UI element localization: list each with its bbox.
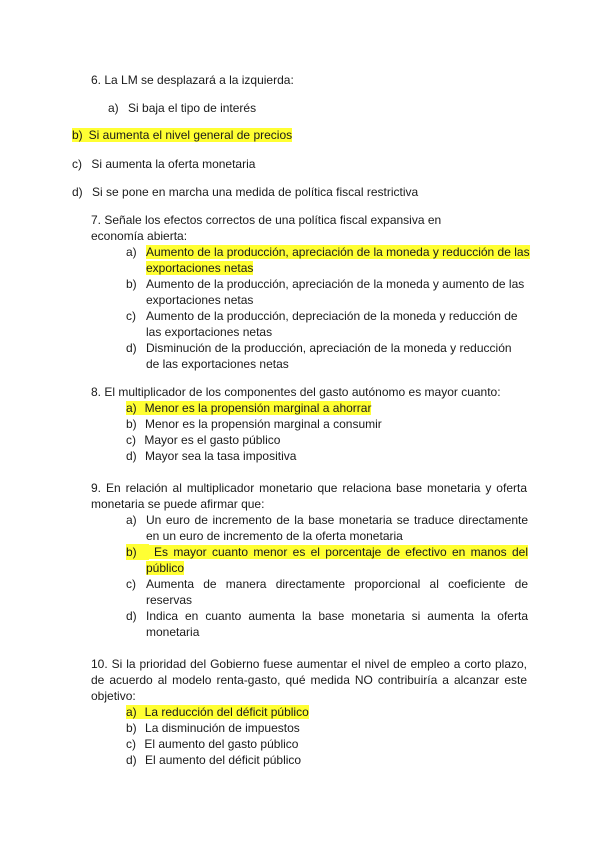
option-label: b) [126,544,149,560]
option-label: a) [126,245,137,259]
q8-option-b [126,416,382,432]
q10-option-c [126,736,298,752]
q7-option-a [126,244,530,276]
question-8-stem: 8. El multiplicador de los componentes del gasto autónomo es mayor cuanto: [91,385,501,399]
option-label: b) [126,721,137,735]
option-text: La reducción del déficit público [137,705,309,719]
q9-option-b [126,544,528,576]
question-6-stem: 6. La LM se desplazará a la izquierda: [91,73,294,87]
option-text: La disminución de impuestos [145,721,300,735]
option-label: d) [126,449,137,463]
q7-option-c [126,308,526,340]
q9-option-d [126,608,528,640]
q8-option-d [126,448,296,464]
option-text: El aumento del gasto público [144,737,299,751]
option-label: c) [126,433,136,447]
option-text: Si aumenta la oferta monetaria [91,157,256,171]
option-label: a) [126,513,137,527]
q6-option-c [72,156,255,172]
option-text: Mayor sea la tasa impositiva [145,449,297,463]
option-label: b) [126,277,137,291]
option-label: c) [126,577,136,591]
option-text: Es mayor cuanto menor es el porcentaje de efectivo en manos del público [146,545,528,575]
option-label: a) [126,705,137,719]
q7-option-d [126,340,526,372]
q10-option-b [126,720,300,736]
option-text: Un euro de incremento de la base monetaria se traduce directamente en un euro de incremento de la oferta monetaria [146,513,528,543]
option-label: c) [126,737,136,751]
question-7-stem: 7. Señale los efectos correctos de una política fiscal expansiva en economía abierta: [91,213,442,243]
q6-option-b [72,127,292,143]
q10-option-a [126,704,309,720]
q6-option-d [72,184,418,200]
q9-option-c [126,576,528,608]
option-label: d) [126,609,137,623]
option-label: b) [72,128,83,142]
option-text-wrap [146,244,530,276]
option-text: Mayor es el gasto público [144,433,281,447]
option-label: c) [126,309,136,323]
option-label: c) [72,157,82,171]
option-label: a) [108,101,119,115]
q7-option-b [126,276,530,308]
option-text: Menor es la propensión marginal a consumir [145,417,382,431]
option-text: Si aumenta el nivel general de precios [83,128,292,142]
option-label: d) [126,341,137,355]
option-text-wrap [146,544,528,576]
option-label: b) [126,417,137,431]
option-text: Si baja el tipo de interés [128,101,257,115]
option-text: Aumento de la producción, apreciación de la moneda y reducción de las exportaciones netas [146,245,530,275]
question-9-stem: 9. En relación al multiplicador monetario que relaciona base monetaria y oferta monetaria se puede afirmar que: [91,481,527,511]
option-text: Menor es la propensión marginal a ahorrar [137,401,372,415]
q10-option-d [126,752,301,768]
option-label: a) [126,401,137,415]
option-text: Indica en cuanto aumenta la base monetaria si aumenta la oferta monetaria [146,609,528,639]
q6-option-a [108,100,256,116]
option-text: Aumenta de manera directamente proporcional al coeficiente de reservas [146,577,528,607]
q8-option-a [126,400,371,416]
question-10-stem: 10. Si la prioridad del Gobierno fuese aumentar el nivel de empleo a corto plazo, de acuerdo al modelo renta-gasto, qué medida NO contribuiría a alcanzar este objetivo: [91,657,527,703]
option-text: Aumento de la producción, apreciación de la moneda y aumento de las exportaciones netas [146,277,525,307]
option-text: Aumento de la producción, depreciación de la moneda y reducción de las exportaciones netas [146,309,518,339]
option-label: d) [72,185,83,199]
option-text: Si se pone en marcha una medida de política fiscal restrictiva [92,185,419,199]
option-text: El aumento del déficit público [145,753,302,767]
q9-option-a [126,512,528,544]
q8-option-c [126,432,280,448]
option-text: Disminución de la producción, apreciación de la moneda y reducción de las exportaciones netas [146,341,512,371]
option-label: d) [126,753,137,767]
